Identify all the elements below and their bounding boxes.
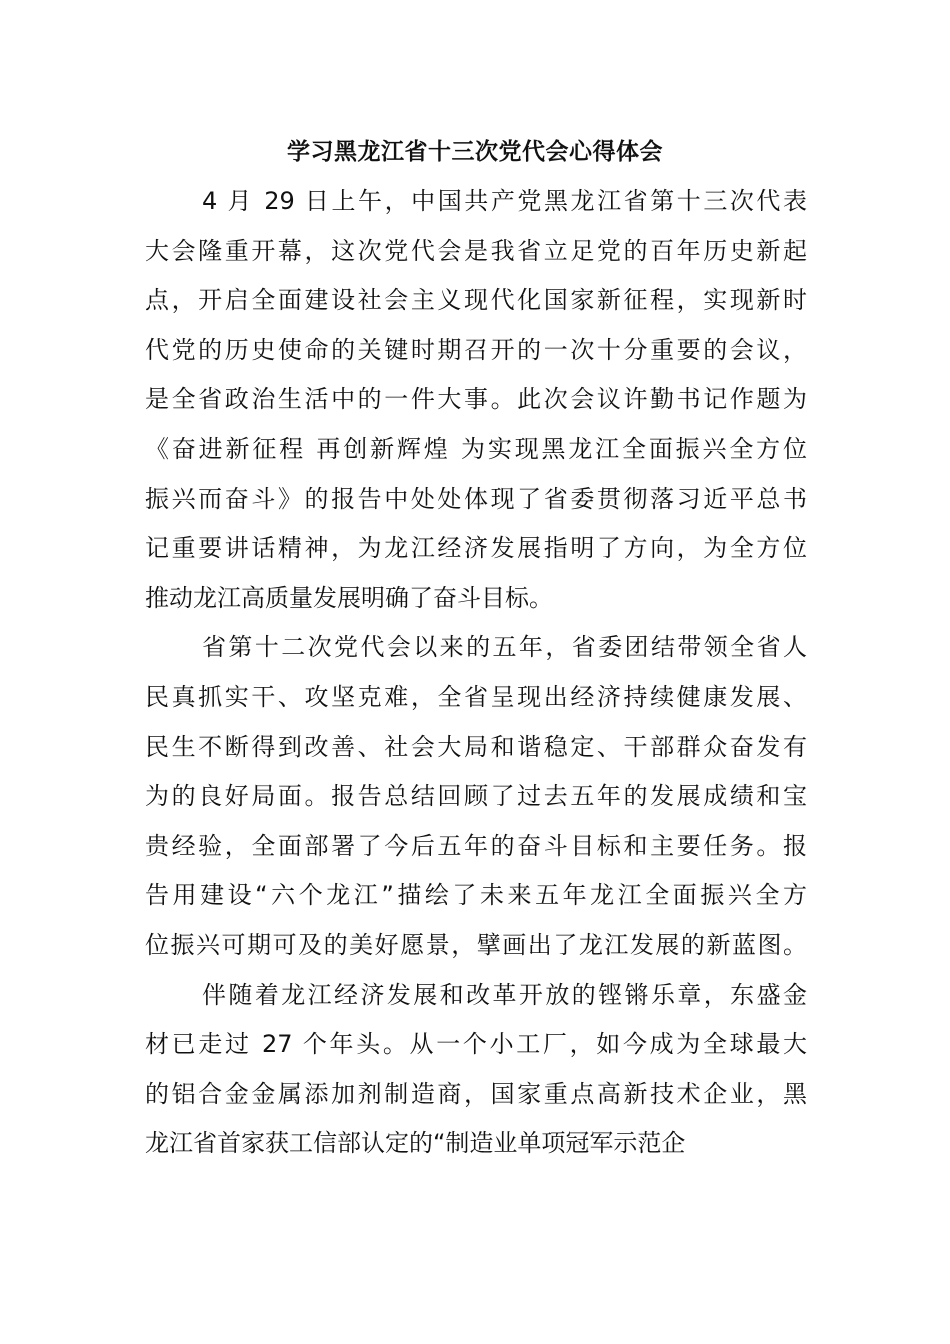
text-line: 是全省政治生活中的一件大事。此次会议许勤书记作题为: [145, 385, 807, 414]
text-line: 大会隆重开幕，这次党代会是我省立足党的百年历史新起: [145, 236, 807, 265]
text-line: 代党的历史使命的关键时期召开的一次十分重要的会议，: [145, 335, 807, 364]
text-line: 省第十二次党代会以来的五年，省委团结带领全省人: [202, 633, 807, 662]
text-line: 民真抓实干、攻坚克难，全省呈现出经济持续健康发展、: [145, 682, 807, 711]
text-line: 的铝合金金属添加剂制造商，国家重点高新技术企业，黑: [145, 1079, 807, 1108]
paragraph-1: [145, 177, 807, 623]
text-line: 位振兴可期可及的美好愿景，擘画出了龙江发展的新蓝图。: [145, 930, 807, 959]
text-line: 贵经验，全面部署了今后五年的奋斗目标和主要任务。报: [145, 831, 807, 860]
text-line: 振兴而奋斗》的报告中处处体现了省委贯彻落习近平总书: [145, 484, 807, 513]
text-line: 《奋进新征程 再创新辉煌 为实现黑龙江全面振兴全方位: [145, 434, 807, 463]
text-line: 龙江省首家获工信部认定的“制造业单项冠军示范企: [145, 1129, 686, 1158]
text-line: 伴随着龙江经济发展和改革开放的铿锵乐章，东盛金: [202, 980, 807, 1009]
text-line: 告用建设“六个龙江”描绘了未来五年龙江全面振兴全方: [145, 881, 807, 910]
document-body: [145, 177, 807, 1169]
text-line: 推动龙江高质量发展明确了奋斗目标。: [145, 583, 553, 612]
text-line: 民生不断得到改善、社会大局和谐稳定、干部群众奋发有: [145, 732, 807, 761]
text-line: 为的良好局面。报告总结回顾了过去五年的发展成绩和宝: [145, 782, 807, 811]
text-line: 点，开启全面建设社会主义现代化国家新征程，实现新时: [145, 286, 807, 315]
document-title: 学习黑龙江省十三次党代会心得体会: [287, 139, 663, 165]
paragraph-2: [145, 623, 807, 970]
text-line: 材已走过 27 个年头。从一个小工厂，如今成为全球最大: [145, 1030, 807, 1059]
paragraph-3: [145, 971, 807, 1169]
text-line: 记重要讲话精神，为龙江经济发展指明了方向，为全方位: [145, 534, 807, 563]
text-line: 4 月 29 日上午，中国共产党黑龙江省第十三次代表: [202, 187, 807, 215]
